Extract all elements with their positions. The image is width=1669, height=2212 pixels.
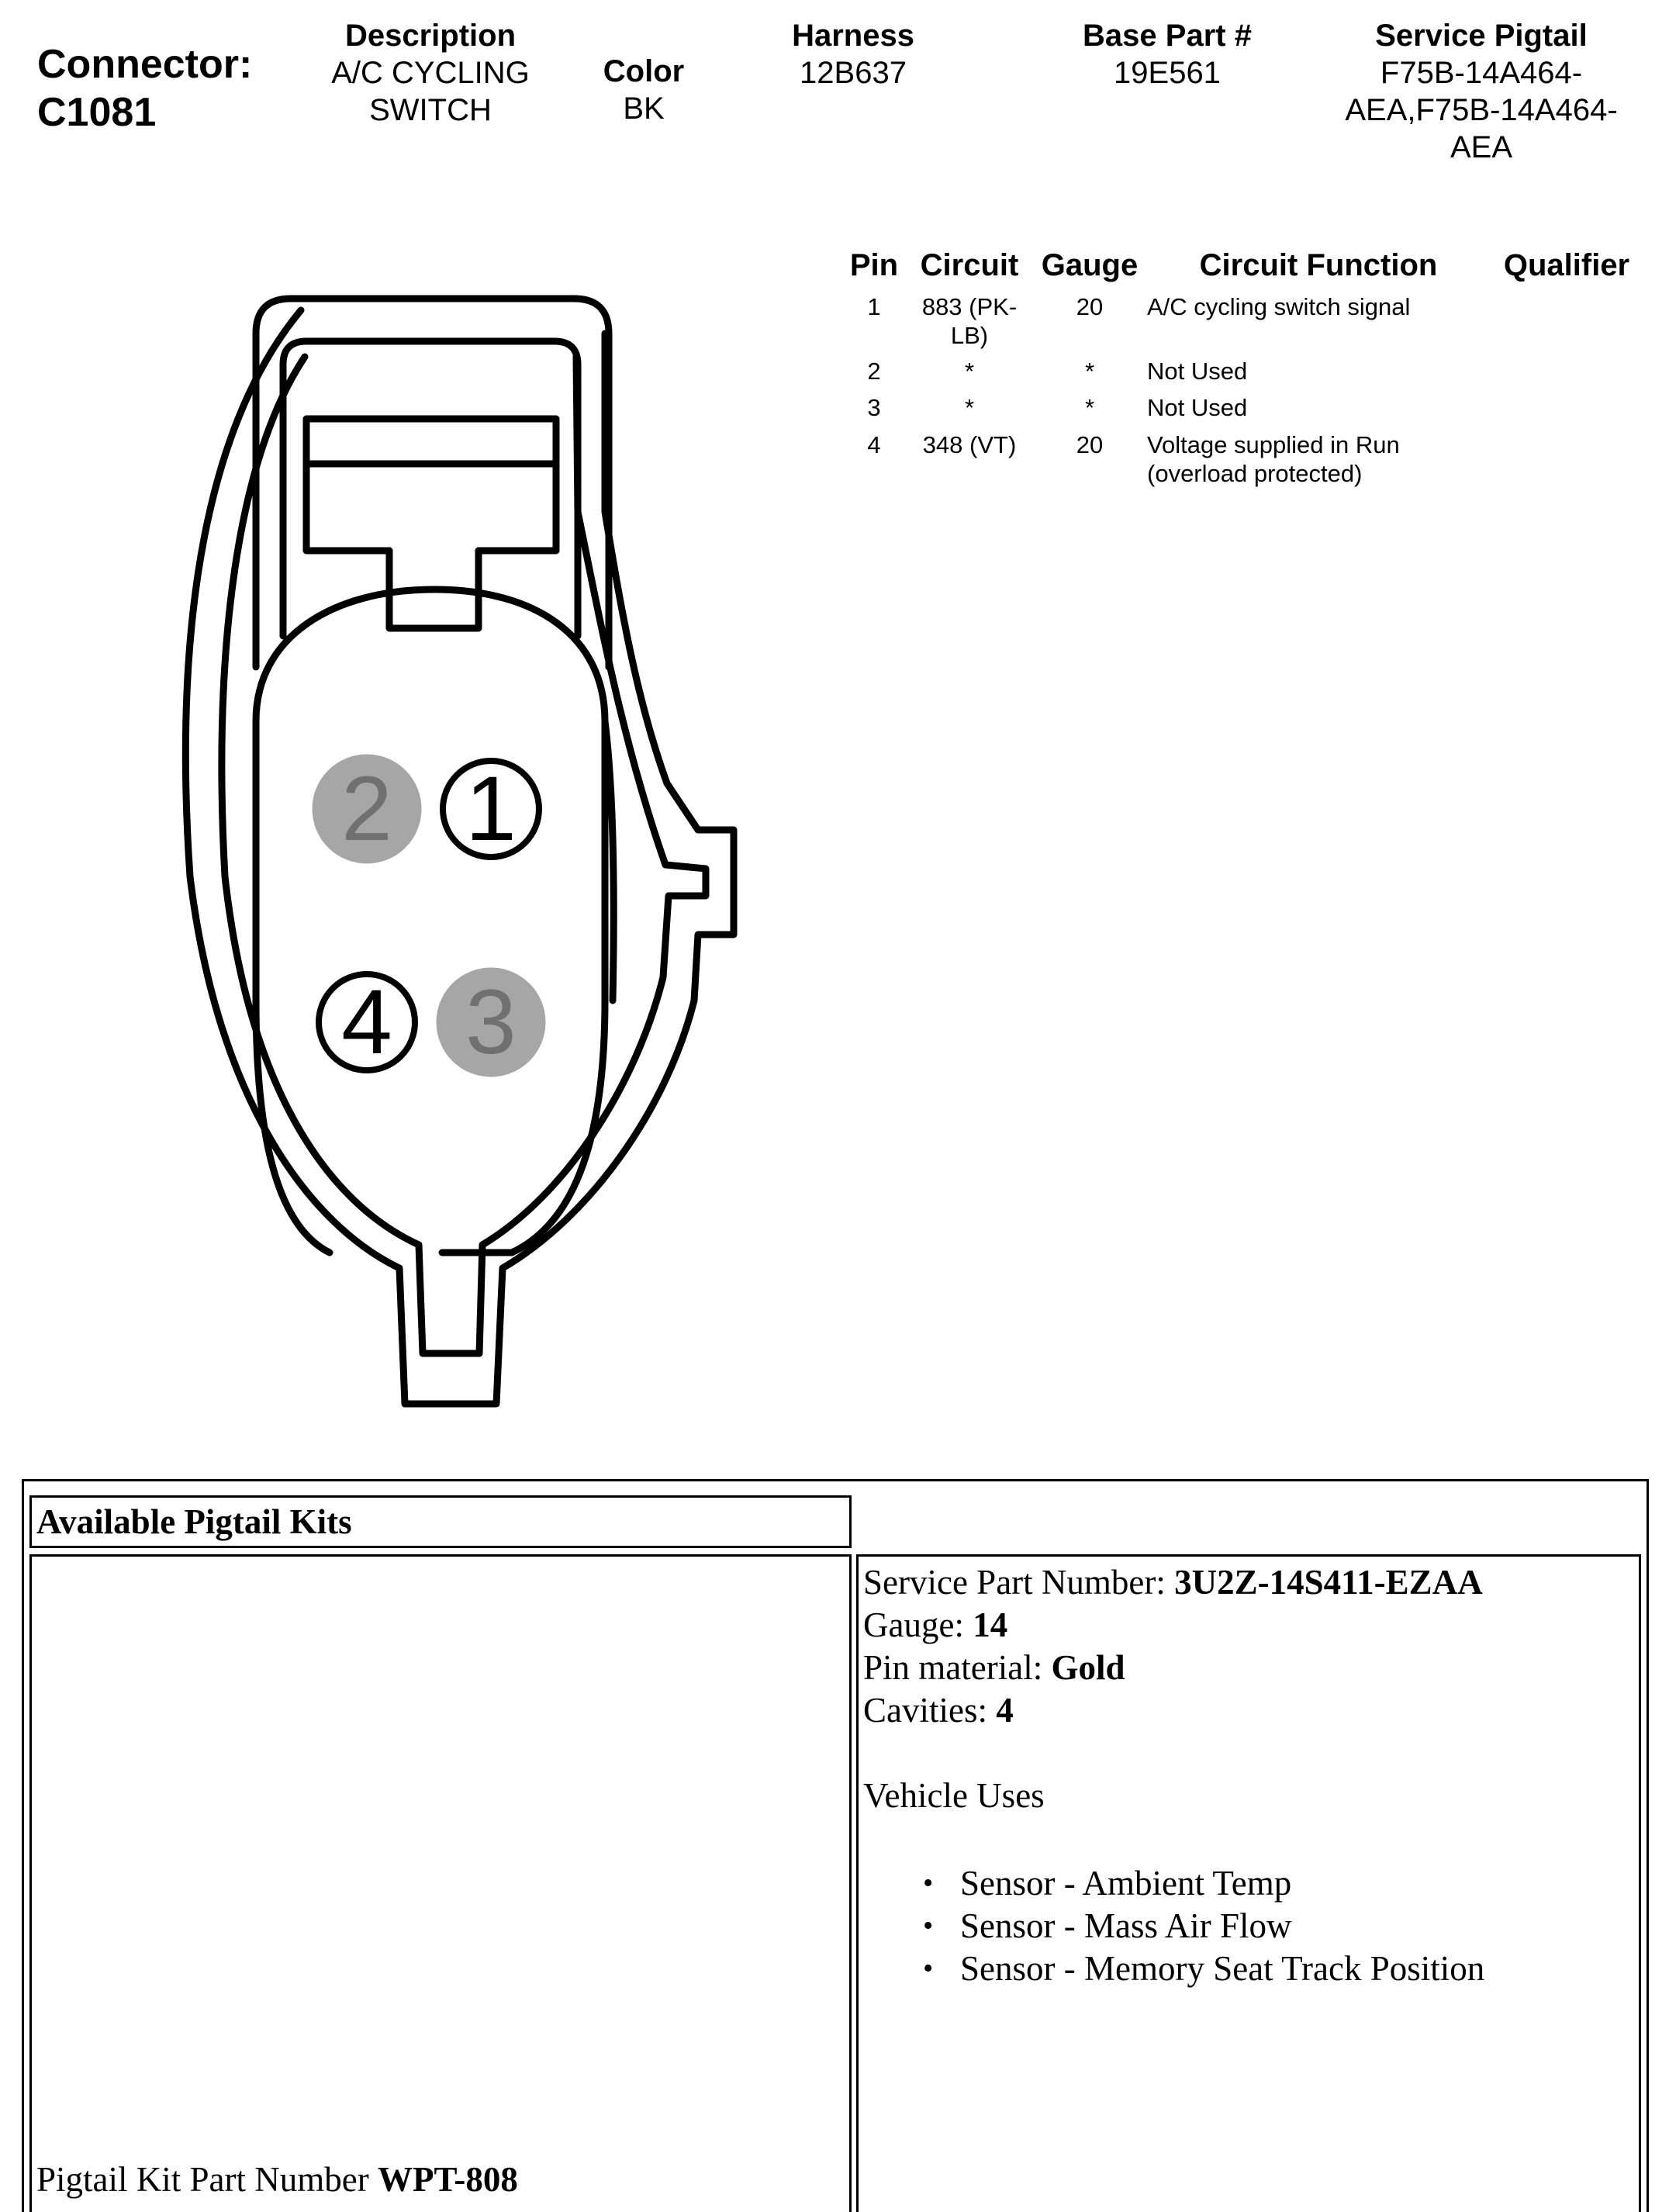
pin-number: 3 [867,394,881,421]
gauge-value: 20 [1076,293,1104,320]
service-pigtail-value-line1: F75B-14A464- [1380,56,1583,90]
description-value-line2: SWITCH [369,93,492,127]
service-pigtail-value-line2: AEA,F75B-14A464- [1345,93,1618,127]
pigtail-kit-part-label: Pigtail Kit Part Number [36,2160,378,2199]
circuit-line: * [964,358,975,385]
gauge-value: * [1084,358,1095,385]
cavities-line [863,1689,1631,1732]
gauge-header: Gauge [1041,248,1139,282]
pin-material-label: Pin material: [863,1648,1052,1687]
cavities-label: Cavities: [863,1691,997,1730]
pigtail-kit-part [36,2158,518,2201]
pigtail-kit-details-cell [856,1554,1641,2212]
service-part-number: 3U2Z-14S411-EZAA [1174,1563,1483,1602]
description-value-line1: A/C CYCLING [331,56,530,90]
pin-4-label: 4 [341,971,392,1073]
gauge-value: 14 [973,1605,1008,1644]
function-line: (overload protected) [1147,460,1363,487]
circuit-line: 883 (PK- [921,293,1018,320]
pigtail-kits-title-cell [29,1495,852,1548]
color-value: BK [623,92,665,126]
function-line: Not Used [1147,394,1248,421]
pigtail-kit-details [863,1561,1631,1990]
circuit-value [907,357,1031,385]
latch-bar-sides [306,464,556,551]
circuit-function-value [1147,430,1488,488]
pigtail-kit-image-cell [29,1554,852,2212]
gauge-label: Gauge: [863,1605,973,1644]
service-pigtail-heading: Service Pigtail [1375,19,1588,53]
description-heading: Description [344,19,517,53]
service-part-line [863,1561,1631,1604]
latch-bar [306,419,556,464]
list-item: • Sensor - Ambient Temp [863,1862,1631,1905]
circuit-value [907,292,1031,350]
circuit-function-value [1147,292,1488,321]
function-line: Not Used [1147,358,1248,385]
vehicle-uses-list [863,1862,1631,1990]
base-part-value: 19E561 [1114,56,1221,90]
connector-label: Connector: [37,42,253,87]
cavities-value: 4 [996,1691,1014,1730]
pin-header: Pin [849,248,899,282]
circuit-function-header: Circuit Function [1199,248,1438,282]
circuit-line: 348 (VT) [922,431,1017,458]
circuit-line: * [964,394,975,421]
gauge-value: 20 [1076,431,1104,458]
list-item: • Sensor - Memory Seat Track Position [863,1948,1631,1990]
qualifier-header: Qualifier [1503,248,1630,282]
function-line: A/C cycling switch signal [1147,293,1411,320]
circuit-value [907,430,1031,459]
pin-cavity-outline [256,589,605,1253]
pin-material-value: Gold [1051,1648,1125,1687]
connector-id: C1081 [37,90,157,135]
circuit-function-value [1147,393,1488,422]
pin-3-label: 3 [465,971,517,1073]
gauge-line [863,1604,1631,1647]
vehicle-uses-label: Vehicle Uses [863,1776,1045,1815]
harness-value: 12B637 [800,56,907,90]
connector-inner-shell [222,357,706,1353]
service-pigtail-column [1311,17,1652,166]
service-pigtail-value-line3: AEA [1450,130,1513,164]
color-heading: Color [603,54,685,88]
harness-heading: Harness [792,19,914,53]
gauge-value: * [1084,394,1095,421]
service-part-label: Service Part Number: [863,1563,1175,1602]
pigtail-kits-title: Available Pigtail Kits [36,1502,352,1541]
pin-3 [439,970,543,1074]
pin-2 [315,757,419,861]
connector-outer-shell [185,310,734,1404]
pin-number: 1 [867,293,881,320]
base-part-heading: Base Part # [1083,19,1252,53]
pin-4 [319,971,415,1073]
function-line: Voltage supplied in Run [1147,431,1400,458]
pin-1-label: 1 [465,758,517,860]
circuit-value [907,393,1031,422]
pin-number: 4 [867,431,881,458]
circuit-function-value [1147,357,1488,385]
base-part-column [1043,17,1291,92]
pin-1 [443,758,539,860]
circuit-header: Circuit [920,248,1019,282]
pin-2-label: 2 [341,758,392,860]
connector-face-diagram [0,0,853,1458]
pigtail-kit-part-number: WPT-808 [377,2160,518,2199]
pin-number: 2 [867,358,881,385]
list-item: • Sensor - Mass Air Flow [863,1905,1631,1948]
pin-material-line [863,1647,1631,1689]
circuit-line: LB) [950,322,989,349]
